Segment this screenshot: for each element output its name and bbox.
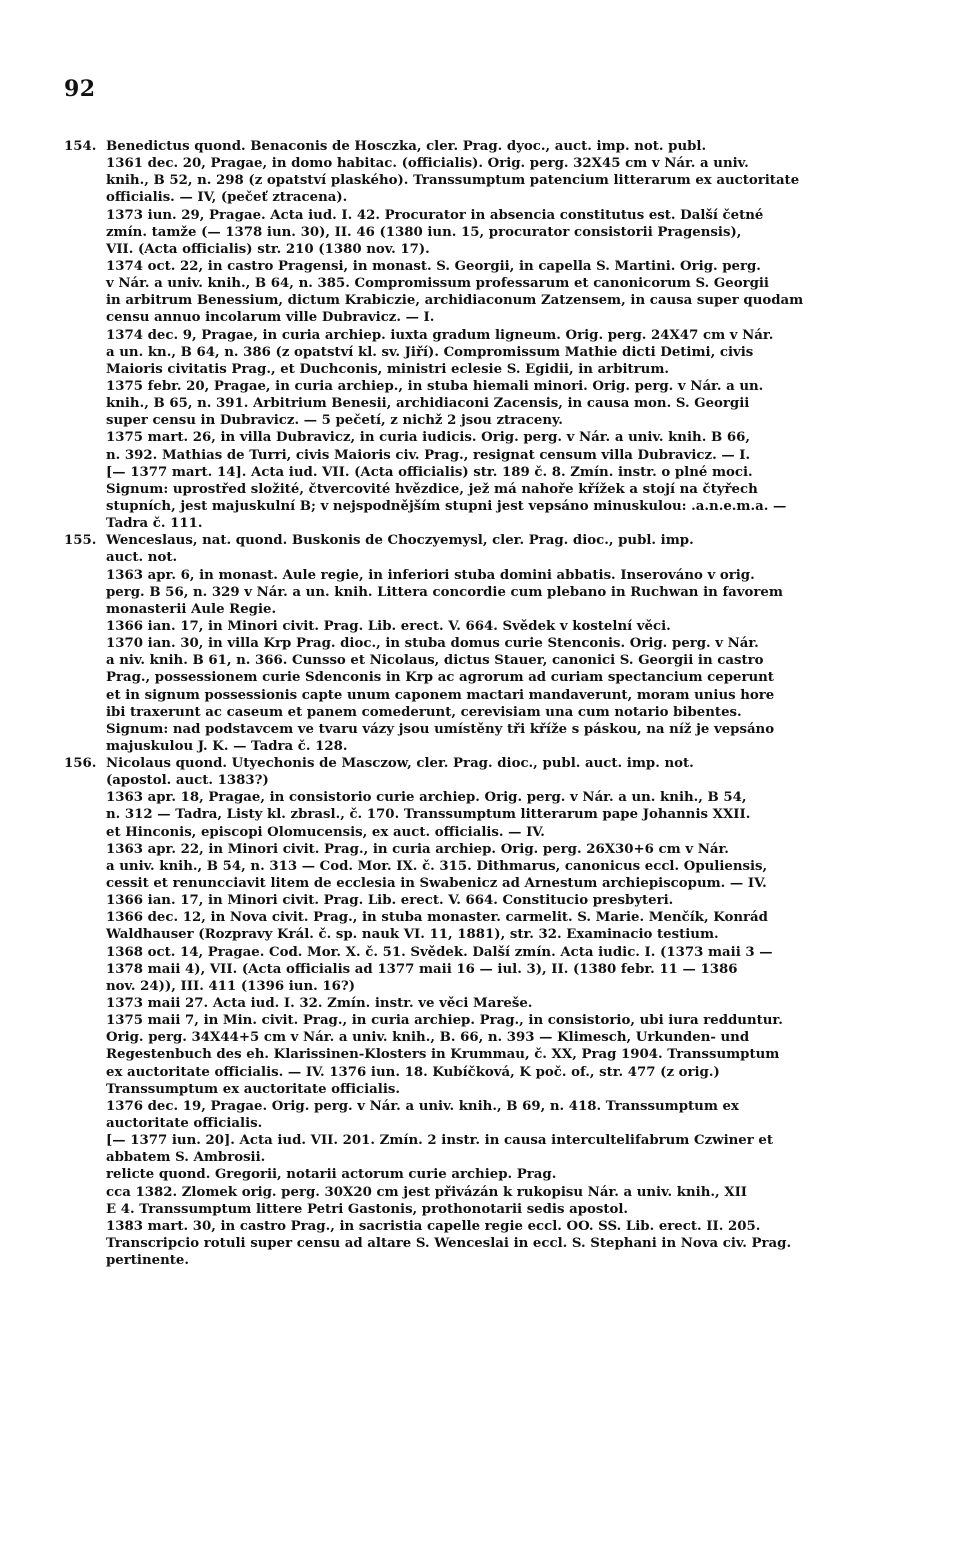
entry-text-line: 1363 apr. 22, in Minori civit. Prag., in curia archiep. Orig. perg. 26X30+6 cm v Nár. [106,841,729,857]
entry-text-line: Nicolaus quond. Utyechonis de Masczow, cler. Prag. dioc., publ. auct. imp. not. [106,756,694,772]
entry-text-line: n. 392. Mathias de Turri, civis Maioris civ. Prag., resignat censum villa Dubravicz. — I. [106,447,751,463]
entry-number: 156. [64,756,97,772]
entry-text-line: [— 1377 mart. 14]. Acta iud. VII. (Acta officialis) str. 189 č. 8. Zmín. instr. o plné moci. [106,464,753,480]
entry-text-line: in arbitrum Benessium, dictum Krabiczie, archidiaconum Zatzensem, in causa super quodam [106,293,804,309]
entry-text-line: Orig. perg. 34X44+5 cm v Nár. a univ. knih., B. 66, n. 393 — Klimesch, Urkunden- und [106,1030,750,1046]
entry-text-line: cessit et renuncciavit litem de ecclesia in Swabenicz ad Arnestum archiepiscopum. — IV. [106,876,767,892]
entry-text-line: 1368 oct. 14, Pragae. Cod. Mor. X. č. 51. Svědek. Další zmín. Acta iudic. I. (1373 maii 3 — [106,944,773,960]
entry-text-line: Prag., possessionem curie Sdenconis in Krp ac agrorum ad curiam spectancium ceperunt [106,670,774,686]
entry-text-line: perg. B 56, n. 329 v Nár. a un. knih. Littera concordie cum plebano in Ruchwan in favorem [106,584,783,600]
entry-number: 155. [64,533,97,549]
entry-text-line: Signum: uprostřed složité, čtvercovité hvězdice, jež má nahoře křížek a stojí na čtyřech [106,481,758,497]
entry-text-line: VII. (Acta officialis) str. 210 (1380 nov. 17). [106,241,430,257]
entry-text-line: 1373 maii 27. Acta iud. I. 32. Zmín. instr. ve věci Mareše. [106,996,533,1012]
entry-text-line: et Hinconis, episcopi Olomucensis, ex auct. officialis. — IV. [106,824,545,840]
entry-text-line: censu annuo incolarum ville Dubravicz. — I. [106,310,435,326]
entry-text-line: 1366 ian. 17, in Minori civit. Prag. Lib. erect. V. 664. Svědek v kostelní věci. [106,618,671,634]
entry-text-line: 1373 iun. 29, Pragae. Acta iud. I. 42. Procurator in absencia constitutus est. Další četné [106,207,764,223]
entry-text-line: 1363 apr. 6, in monast. Aule regie, in inferiori stuba domini abbatis. Inserováno v orig. [106,567,755,583]
entry-text-line: knih., B 65, n. 391. Arbitrium Benesii, archidiaconi Zacensis, in causa mon. S. Georgii [106,396,750,412]
entry-text-line: monasterii Aule Regie. [106,601,277,617]
entry-text-line: [— 1377 iun. 20]. Acta iud. VII. 201. Zmín. 2 instr. in causa intercultelifabrum Czwiner et [106,1133,773,1149]
entry-text-line: stupních, jest majuskulní B; v nejspodnějším stupni jest vepsáno minuskulou: .a.n.e.m.a. — [106,498,787,514]
entry-text-line: Tadra č. 111. [106,516,203,532]
entry [64,532,906,755]
entry-text-line: E 4. Transsumptum littere Petri Gastonis, prothonotarii sedis apostol. [106,1201,629,1217]
entry-text-line: officialis. — IV, (pečeť ztracena). [106,190,348,206]
entry-text-line: zmín. tamže (— 1378 iun. 30), II. 46 (1380 iun. 15, procurator consistorii Pragensis), [106,224,742,240]
entry-text-line: relicte quond. Gregorii, notarii actorum curie archiep. Prag. [106,1167,557,1183]
entry [64,138,906,532]
entry-text-line: a niv. knih. B 61, n. 366. Cunsso et Nicolaus, dictus Stauer, canonici S. Georgii in castro [106,653,764,669]
entry-list [64,138,906,1269]
entry [64,755,906,1269]
entry-text-line: Maioris civitatis Prag., et Duchconis, ministri eclesie S. Egidii, in arbitrum. [106,361,670,377]
entry-text-line: Waldhauser (Rozpravy Král. č. sp. nauk VI. 11, 1881), str. 32. Examinacio testium. [106,927,719,943]
entry-text-line: Regestenbuch des eh. Klarissinen-Klosters in Krummau, č. XX, Prag 1904. Transsumptum [106,1047,780,1063]
entry-text-line: auctoritate officialis. [106,1116,263,1132]
entry-text-line: 1366 ian. 17, in Minori civit. Prag. Lib. erect. V. 664. Constitucio presbyteri. [106,893,674,909]
entry-text-line: ex auctoritate officialis. — IV. 1376 iun. 18. Kubíčková, K poč. of., str. 477 (z orig.) [106,1064,720,1080]
entry-text-line: n. 312 — Tadra, Listy kl. zbrasl., č. 170. Transsumptum litterarum pape Johannis XXII. [106,807,751,823]
page-number: 92 [64,76,96,102]
entry-text-line: super censu in Dubravicz. — 5 pečetí, z nichž 2 jsou ztraceny. [106,413,563,429]
entry-text-line: 1378 maii 4), VII. (Acta officialis ad 1377 maii 16 — iul. 3), II. (1380 febr. 11 — 1386 [106,961,738,977]
entry-text-line: ibi traxerunt ac caseum et panem comederunt, cerevisiam una cum notario bibentes. [106,704,742,720]
entry-text-line: majuskulou J. K. — Tadra č. 128. [106,738,348,754]
entry-text-line: 1370 ian. 30, in villa Krp Prag. dioc., in stuba domus curie Stenconis. Orig. perg. v Nár. [106,636,759,652]
entry-text-line: Transcripcio rotuli super censu ad altare S. Wenceslai in eccl. S. Stephani in Nova civ. Prag. [106,1236,792,1251]
entry-text-line: (apostol. auct. 1383?) [106,773,269,789]
entry-text-line: 1375 febr. 20, Pragae, in curia archiep., in stuba hiemali minori. Orig. perg. v Nár. a un. [106,378,764,394]
entry-text-line: 1361 dec. 20, Pragae, in domo habitac. (officialis). Orig. perg. 32X45 cm v Nár. a univ. [106,156,749,172]
entry-text-line: auct. not. [106,550,178,566]
entry-number: 154. [64,139,97,154]
entry-text-line: abbatem S. Ambrosii. [106,1150,266,1166]
entry-text-line: 1376 dec. 19, Pragae. Orig. perg. v Nár. a univ. knih., B 69, n. 418. Transsumptum ex [106,1098,739,1114]
entry-text-line: knih., B 52, n. 298 (z opatství plaského). Transsumptum patencium litterarum ex auctoritate [106,173,800,189]
entry-text-line: nov. 24)), III. 411 (1396 iun. 16?) [106,978,355,994]
entry-text-line: 1375 maii 7, in Min. civit. Prag., in curia archiep. Prag., in consistorio, ubi iura redduntur. [106,1013,783,1029]
entry-text-line: 1366 dec. 12, in Nova civit. Prag., in stuba monaster. carmelit. S. Marie. Menčík, Konrád [106,910,768,926]
entry-text-line: 1383 mart. 30, in castro Prag., in sacristia capelle regie eccl. OO. SS. Lib. erect. II. 205. [106,1218,761,1234]
entry-text-line: 1375 mart. 26, in villa Dubravicz, in curia iudicis. Orig. perg. v Nár. a univ. knih. B 66, [106,430,750,446]
entry-text-line: Signum: nad podstavcem ve tvaru vázy jsou umístěny tři kříže s páskou, na níž je vepsáno [106,721,775,737]
entry-text-line: Transsumptum ex auctoritate officialis. [106,1081,400,1097]
entry-text-line: pertinente. [106,1253,189,1269]
entry-text-line: 1363 apr. 18, Pragae, in consistorio curie archiep. Orig. perg. v Nár. a un. knih., B 54, [106,790,747,806]
entry-text-line: Wenceslaus, nat. quond. Buskonis de Choczyemysl, cler. Prag. dioc., publ. imp. [106,533,694,549]
entry-text-line: 1374 oct. 22, in castro Pragensi, in monast. S. Georgii, in capella S. Martini. Orig. perg. [106,258,761,274]
entry-text-line: et in signum possessionis capte unum caponem mactari mandaverunt, moram unius hore [106,687,775,703]
entry-text-line: Benedictus quond. Benaconis de Hosczka, cler. Prag. dyoc., auct. imp. not. publ. [106,139,707,154]
entry-text-line: a univ. knih., B 54, n. 313 — Cod. Mor. IX. č. 315. Dithmarus, canonicus eccl. Opuliensis, [106,858,768,874]
entry-text-line: v Nár. a univ. knih., B 64, n. 385. Compromissum professarum et canonicorum S. Georgii [106,276,769,292]
entry-text-line: a un. kn., B 64, n. 386 (z opatství kl. sv. Jiří). Compromissum Mathie dicti Detimi, civis [106,344,754,360]
entry-text-line: cca 1382. Zlomek orig. perg. 30X20 cm jest přivázán k rukopisu Nár. a univ. knih., XII [106,1184,748,1200]
entry-text-line: 1374 dec. 9, Pragae, in curia archiep. iuxta gradum ligneum. Orig. perg. 24X47 cm v Nár. [106,327,774,343]
